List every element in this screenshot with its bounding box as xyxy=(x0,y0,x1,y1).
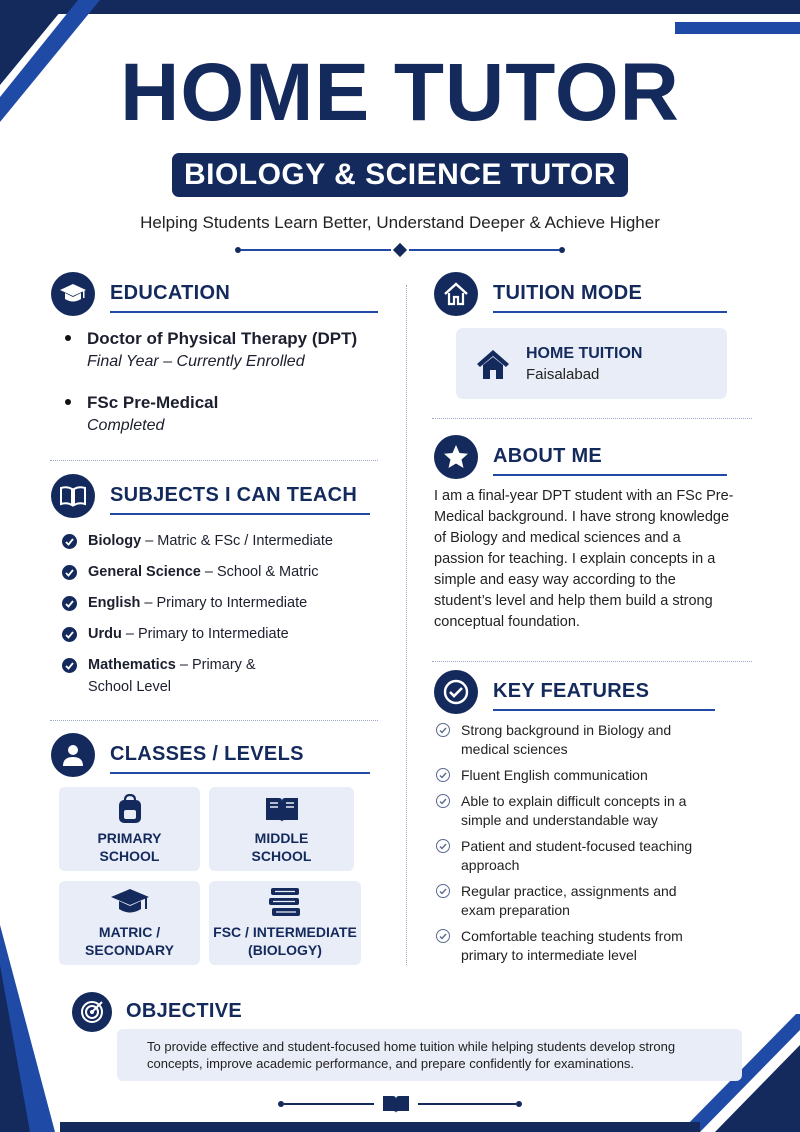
target-icon xyxy=(72,992,112,1032)
subject-name: Mathematics xyxy=(88,657,176,673)
subject-levels: – Primary to Intermediate xyxy=(121,626,289,642)
user-icon xyxy=(51,733,95,777)
subtitle-banner: BIOLOGY & SCIENCE TUTOR xyxy=(172,153,628,197)
subject-levels: – School & Matric xyxy=(200,564,319,580)
graduation-cap-icon xyxy=(110,888,150,918)
open-book-icon xyxy=(51,474,95,518)
education-title: EDUCATION xyxy=(110,282,378,313)
feature-item xyxy=(436,721,756,759)
level-label: FSC / INTERMEDIATE (BIOLOGY) xyxy=(213,924,357,958)
level-card-fsc xyxy=(209,881,361,965)
check-icon xyxy=(62,627,77,642)
feature-item xyxy=(436,882,756,920)
tuition-mode-card xyxy=(456,328,727,399)
level-label: PRIMARY SCHOOL xyxy=(97,830,162,864)
subject-name: Biology xyxy=(88,533,142,549)
check-circle-icon xyxy=(434,670,478,714)
feature-text: Strong background in Biology and medical sciences xyxy=(461,722,672,757)
level-label: MIDDLE SCHOOL xyxy=(251,830,312,864)
education-list xyxy=(65,328,395,456)
feature-item xyxy=(436,792,756,830)
check-circle-icon xyxy=(436,839,450,853)
house-icon xyxy=(434,272,478,316)
section-divider xyxy=(432,661,752,662)
education-degree: Doctor of Physical Therapy (DPT) xyxy=(87,329,358,348)
book-icon xyxy=(382,1094,410,1114)
house-icon xyxy=(476,348,510,380)
subject-item xyxy=(62,561,392,583)
check-icon xyxy=(62,565,77,580)
education-status: Final Year – Currently Enrolled xyxy=(87,353,305,370)
feature-text: Regular practice, assignments and exam preparation xyxy=(461,883,677,918)
objective-header xyxy=(72,992,344,1032)
subject-item xyxy=(62,592,392,614)
tagline: Helping Students Learn Better, Understand Deeper & Achieve Higher xyxy=(140,213,660,232)
check-icon xyxy=(62,534,77,549)
subject-item xyxy=(62,623,392,645)
education-degree: FSc Pre-Medical xyxy=(87,393,219,412)
tagline-divider xyxy=(235,245,565,255)
check-circle-icon xyxy=(436,768,450,782)
check-icon xyxy=(62,596,77,611)
subject-item xyxy=(62,654,392,698)
top-right-stripe xyxy=(675,22,800,34)
objective-text: To provide effective and student-focused home tuition while helping students develop strong concepts, improve academic performance, and prepare confidently for examinations. xyxy=(117,1029,742,1081)
footer-divider xyxy=(278,1093,522,1115)
education-header xyxy=(51,272,378,316)
feature-text: Comfortable teaching students from primary to intermediate level xyxy=(461,928,683,963)
education-status: Completed xyxy=(87,417,165,434)
tuition-mode-header xyxy=(434,272,727,316)
book-icon xyxy=(264,796,300,824)
education-item xyxy=(65,392,395,438)
subject-levels: – Primary to Intermediate xyxy=(140,595,308,611)
objective-title: OBJECTIVE xyxy=(126,1000,344,1031)
about-header xyxy=(434,435,727,479)
subject-levels: – Matric & FSc / Intermediate xyxy=(141,533,333,549)
feature-item xyxy=(436,766,756,785)
features-list xyxy=(436,721,756,972)
level-label: MATRIC / SECONDARY xyxy=(85,924,174,958)
subject-name: General Science xyxy=(88,564,201,580)
tuition-mode-location: Faisalabad xyxy=(526,365,600,383)
subject-levels: – Primary & School Level xyxy=(88,657,256,695)
level-card-primary xyxy=(59,787,200,871)
column-divider xyxy=(406,285,407,965)
star-icon xyxy=(434,435,478,479)
graduation-cap-icon xyxy=(51,272,95,316)
tuition-mode-type: HOME TUITION xyxy=(526,344,643,362)
levels-header xyxy=(51,733,370,777)
features-header xyxy=(434,670,715,714)
feature-item xyxy=(436,837,756,875)
feature-text: Patient and student-focused teaching approach xyxy=(461,838,693,873)
check-circle-icon xyxy=(436,884,450,898)
subjects-title: SUBJECTS I CAN TEACH xyxy=(110,484,370,515)
backpack-icon xyxy=(116,794,144,824)
about-title: ABOUT ME xyxy=(493,445,727,476)
subject-name: Urdu xyxy=(88,626,122,642)
feature-text: Fluent English communication xyxy=(461,767,648,783)
check-icon xyxy=(62,658,77,673)
subjects-header xyxy=(51,474,370,518)
tuition-mode-title: TUITION MODE xyxy=(493,282,727,313)
level-card-matric xyxy=(59,881,200,965)
subjects-list xyxy=(62,530,392,707)
section-divider xyxy=(50,460,378,461)
levels-title: CLASSES / LEVELS xyxy=(110,743,370,774)
education-item xyxy=(65,328,395,374)
section-divider xyxy=(50,720,378,721)
subject-item xyxy=(62,530,392,552)
check-circle-icon xyxy=(436,929,450,943)
about-text: I am a final-year DPT student with an FSc Pre-Medical background. I have strong knowledge of Biology and medical sciences and a passion for teaching. I explain concepts in a simple and easy way according to the student’s level and help them build a strong conceptual foundation. xyxy=(434,488,734,630)
subject-name: English xyxy=(88,595,141,611)
top-border-bar xyxy=(0,0,800,14)
feature-text: Able to explain difficult concepts in a simple and understandable way xyxy=(461,793,687,828)
check-circle-icon xyxy=(436,794,450,808)
features-title: KEY FEATURES xyxy=(493,680,715,711)
check-circle-icon xyxy=(436,723,450,737)
page-title: HOME TUTOR xyxy=(120,47,680,138)
book-stack-icon xyxy=(267,886,303,918)
feature-item xyxy=(436,927,756,965)
level-card-middle xyxy=(209,787,354,871)
section-divider xyxy=(432,418,752,419)
